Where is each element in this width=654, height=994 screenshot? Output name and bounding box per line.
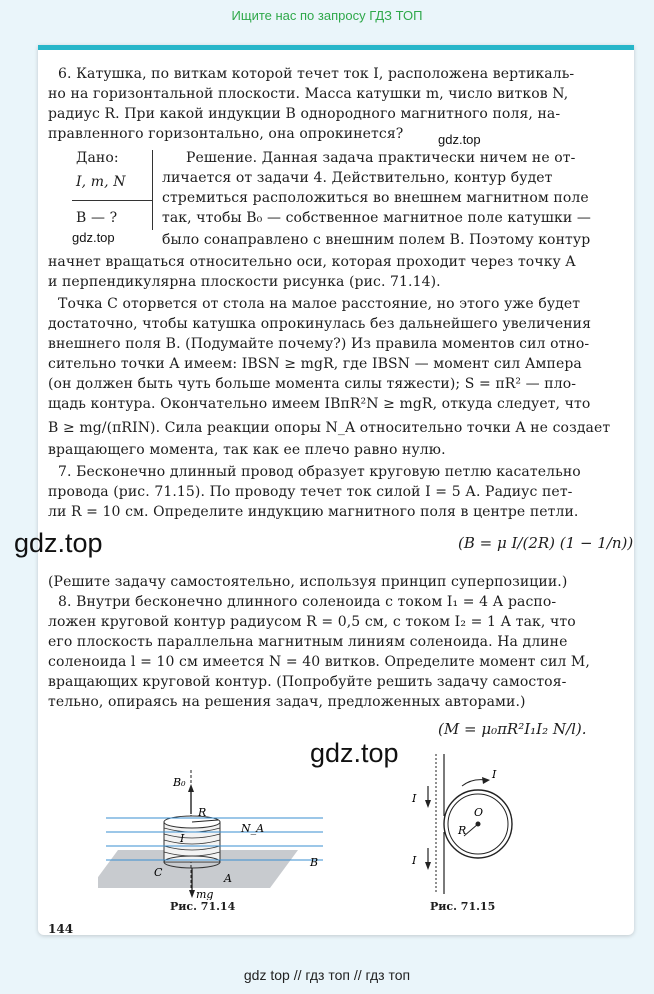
p6-line-3: радиус R. При какой индукции B однородного магнитного поля, на-: [48, 106, 561, 122]
p7-line-1: 7. Бесконечно длинный провод образует круговую петлю касательно: [58, 464, 581, 480]
label-i-top: I: [492, 768, 497, 781]
p8-answer: (M = μ₀πR²I₁I₂ N/l).: [438, 720, 587, 738]
label-a: A: [224, 872, 232, 885]
mg-arrow-head: [189, 890, 195, 898]
find-value: B — ?: [76, 210, 118, 226]
watermark-large: gdz.top: [14, 528, 103, 558]
sol-line-7: и перпендикулярна плоскости рисунка (рис. 71.14).: [48, 274, 441, 290]
p8-line-3: его плоскость параллельна магнитным линиям соленоида. На длине: [48, 634, 568, 650]
sol-line-11: сительно точки A имеем: IBSN ≥ mgR, где IBSN — момент сил Ампера: [48, 356, 582, 372]
footer-links[interactable]: gdz top // гдз топ // гдз топ: [243, 967, 411, 983]
watermark-small: gdz.top: [72, 230, 115, 245]
sol-line-9: достаточно, чтобы катушка опрокинулась без дальнейшего увеличения: [48, 316, 592, 332]
search-hint: Ищите нас по запросу ГДЗ ТОП: [231, 8, 423, 23]
label-i: I: [180, 832, 185, 845]
figure-71-14: [98, 750, 338, 900]
sol-line-12: (он должен быть чуть больше момента силы тяжести); S = πR² — пло-: [48, 376, 577, 392]
label-o: O: [474, 806, 484, 819]
p7-line-2: провода (рис. 71.15). По проводу течет ток силой I = 5 А. Радиус пет-: [48, 484, 573, 500]
current-arrow-bottom-head: [425, 862, 431, 870]
p6-line-1: 6. Катушка, по виткам которой течет ток I, расположена вертикаль-: [58, 66, 575, 82]
current-arrow-top-head: [425, 800, 431, 808]
given-vertical-divider: [152, 150, 153, 230]
watermark-small: gdz.top: [438, 132, 481, 147]
given-divider: [72, 200, 152, 201]
p8-line-6: тельно, опираясь на решения задач, предложенных авторами.): [48, 694, 526, 710]
loop-current-arrow-head: [482, 777, 490, 784]
sol-line-1: Решение. Данная задача практически ничем не от-: [186, 150, 576, 166]
label-b0: B₀: [173, 776, 186, 789]
label-c: C: [154, 866, 163, 879]
page-number: 144: [48, 922, 74, 936]
figure-71-14-caption: Рис. 71.14: [170, 900, 236, 913]
label-i-left-bottom: I: [412, 854, 417, 867]
p7-note: (Решите задачу самостоятельно, используя принцип суперпозиции.): [48, 574, 568, 590]
loop-current-arrow: [462, 780, 486, 786]
label-mg: mg: [196, 888, 214, 900]
sol-line-6: начнет вращаться относительно оси, которая проходит через точку A: [48, 254, 576, 270]
sol-line-13: щадь контура. Окончательно имеем IBπR²N ≥ mgR, откуда следует, что: [48, 396, 591, 412]
label-na: N_A: [241, 822, 265, 835]
figure-71-15: [398, 750, 538, 900]
figure-71-15-caption: Рис. 71.15: [430, 900, 496, 913]
p6-line-4: правленного горизонтально, она опрокинется?: [48, 126, 404, 142]
sol-line-14: B ≥ mg/(πRIN). Сила реакции опоры N_A относительно точки A не создает: [48, 420, 611, 436]
label-i-left-top: I: [412, 792, 417, 805]
label-r: R: [458, 824, 467, 837]
p7-answer: (B = μ I/(2R) (1 − 1/n)): [458, 534, 634, 552]
watermark-large: gdz.top: [310, 738, 399, 768]
sol-line-15: вращающего момента, так как ее плечо равно нулю.: [48, 442, 446, 458]
p8-line-5: вращающих круговой контур. (Попробуйте решить задачу самостоя-: [48, 674, 567, 690]
sol-line-3: стремиться расположиться во внешнем магнитном поле: [162, 190, 589, 206]
given-values: I, m, N: [76, 174, 126, 190]
p6-line-2: но на горизонтальной плоскости. Масса катушки m, число витков N,: [48, 86, 569, 102]
p8-line-2: ложен круговой контур радиусом R = 0,5 см, с током I₂ = 1 А так, что: [48, 614, 576, 630]
b0-arrow-head: [188, 784, 194, 792]
sol-line-5: было сонаправлено с внешним полем B. Поэтому контур: [162, 232, 591, 248]
p8-line-1: 8. Внутри бесконечно длинного соленоида с током I₁ = 4 А распо-: [58, 594, 557, 610]
given-title: Дано:: [76, 150, 119, 166]
sol-line-2: личается от задачи 4. Действительно, контур будет: [162, 170, 553, 186]
label-r: R: [198, 806, 207, 819]
p7-line-3: ли R = 10 см. Определите индукцию магнитного поля в центре петли.: [48, 504, 579, 520]
textbook-page: [14, 45, 634, 936]
label-b: B: [310, 856, 319, 869]
sol-line-4: так, чтобы B₀ — собственное магнитное поле катушки —: [162, 210, 591, 226]
sol-line-8: Точка C оторвется от стола на малое расстояние, но этого уже будет: [58, 296, 581, 312]
p8-line-4: соленоида l = 10 см имеется N = 40 витков. Определите момент сил M,: [48, 654, 590, 670]
sol-line-10: внешнего поля B. (Подумайте почему?) Из правила моментов сил отно-: [48, 336, 590, 352]
